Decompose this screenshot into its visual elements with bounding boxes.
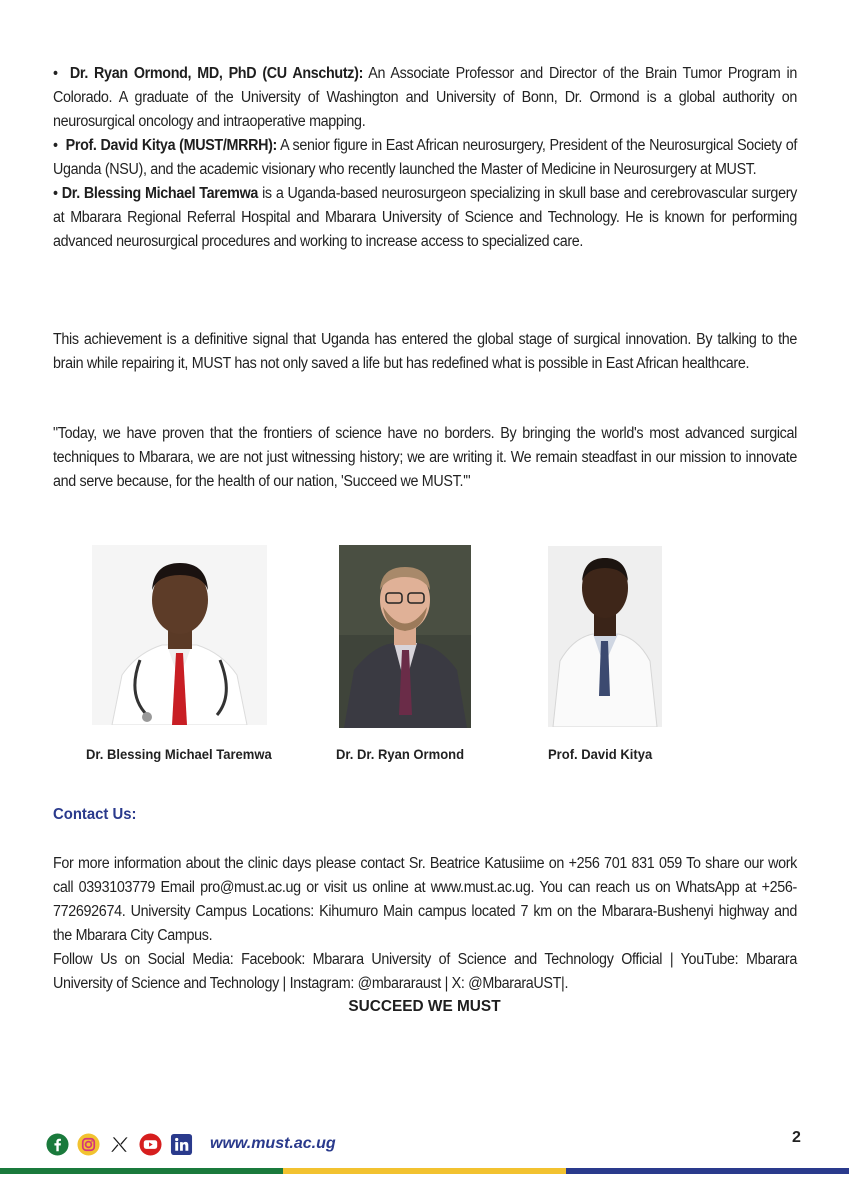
youtube-icon[interactable] — [139, 1133, 162, 1156]
bullet-marker: • — [53, 185, 58, 202]
x-icon[interactable] — [108, 1133, 131, 1156]
bullet-blessing-taremwa — [53, 182, 797, 254]
contact-block — [53, 852, 797, 996]
caption-ryan-ormond: Dr. Dr. Ryan Ormond — [336, 746, 465, 762]
footer-bar-blue — [566, 1168, 849, 1174]
bullet-name: Prof. David Kitya (MUST/MRRH): — [65, 137, 278, 154]
facebook-icon[interactable] — [46, 1133, 69, 1156]
bullet-marker: • — [53, 65, 58, 82]
bullet-ryan-ormond — [53, 62, 797, 134]
quote-paragraph: "Today, we have proven that the frontiers of science have no borders. By bringing the world's most advanced surgical techniques to Mbarara, we are not just witnessing history; we are writing it. We remain steadfast in our mission to innovate and serve because, for the health of our nation, 'Succeed we MUST.'" — [53, 425, 797, 490]
bullet-text: A senior figure in East African neurosurgery, President of the Neurosurgical Society of Uganda (NSU), and the academic visionary who recently launched the Master of Medicine in Neurosurgery at MUST. — [53, 137, 797, 178]
contact-heading: Contact Us: — [53, 806, 137, 823]
bullet-list — [53, 62, 797, 254]
social-media-paragraph: Follow Us on Social Media: Facebook: Mbarara University of Science and Technology Official | YouTube: Mbarara University of Science and Technology | Instagram: @mbararaust | X: @MbararaUST|. — [53, 951, 797, 992]
footer-bar-green — [0, 1168, 283, 1174]
social-icons — [46, 1133, 193, 1156]
contact-paragraph: For more information about the clinic days please contact Sr. Beatrice Katusiime on +256 701 831 059 To share our work call 0393103779 Email pro@must.ac.ug or visit us online at www.must.ac.ug. You can reach us on WhatsApp at +256-772692674. University Campus Locations: Kihumuro Main campus located 7 km on the Mbarara-Bushenyi highway and the Mbarara City Campus. — [53, 855, 797, 944]
caption-david-kitya: Prof. David Kitya — [548, 746, 653, 762]
website-link[interactable]: www.must.ac.ug — [210, 1135, 336, 1152]
bullet-text: is a Uganda-based neurosurgeon specializing in skull base and cerebrovascular surgery at Mbarara Regional Referral Hospital and Mbarara University of Science and Technology. He is known for performing advanced neurosurgical procedures and working to increase access to specialized care. — [53, 185, 797, 250]
slogan: SUCCEED WE MUST — [348, 998, 501, 1015]
photo-ryan-ormond — [339, 545, 471, 728]
linkedin-icon[interactable] — [170, 1133, 193, 1156]
photo-blessing-taremwa — [92, 545, 267, 725]
footer-bar-yellow — [283, 1168, 566, 1174]
bullet-name: Dr. Blessing Michael Taremwa — [61, 185, 259, 202]
achievement-paragraph: This achievement is a definitive signal that Uganda has entered the global stage of surgical innovation. By talking to the brain while repairing it, MUST has not only saved a life but has redefined what is possible in East African healthcare. — [53, 331, 797, 372]
instagram-icon[interactable] — [77, 1133, 100, 1156]
bullet-marker: • — [53, 137, 58, 154]
caption-blessing-taremwa: Dr. Blessing Michael Taremwa — [86, 746, 272, 762]
bullet-david-kitya — [53, 134, 797, 182]
footer-color-bar — [0, 1168, 849, 1174]
bullet-text: An Associate Professor and Director of the Brain Tumor Program in Colorado. A graduate of the University of Washington and University of Bonn, Dr. Ormond is a global authority on neurosurgical oncology and intraoperative mapping. — [53, 65, 797, 130]
bullet-name: Dr. Ryan Ormond, MD, PhD (CU Anschutz): — [69, 65, 364, 82]
page-number: 2 — [792, 1129, 801, 1146]
photo-david-kitya — [548, 546, 662, 727]
